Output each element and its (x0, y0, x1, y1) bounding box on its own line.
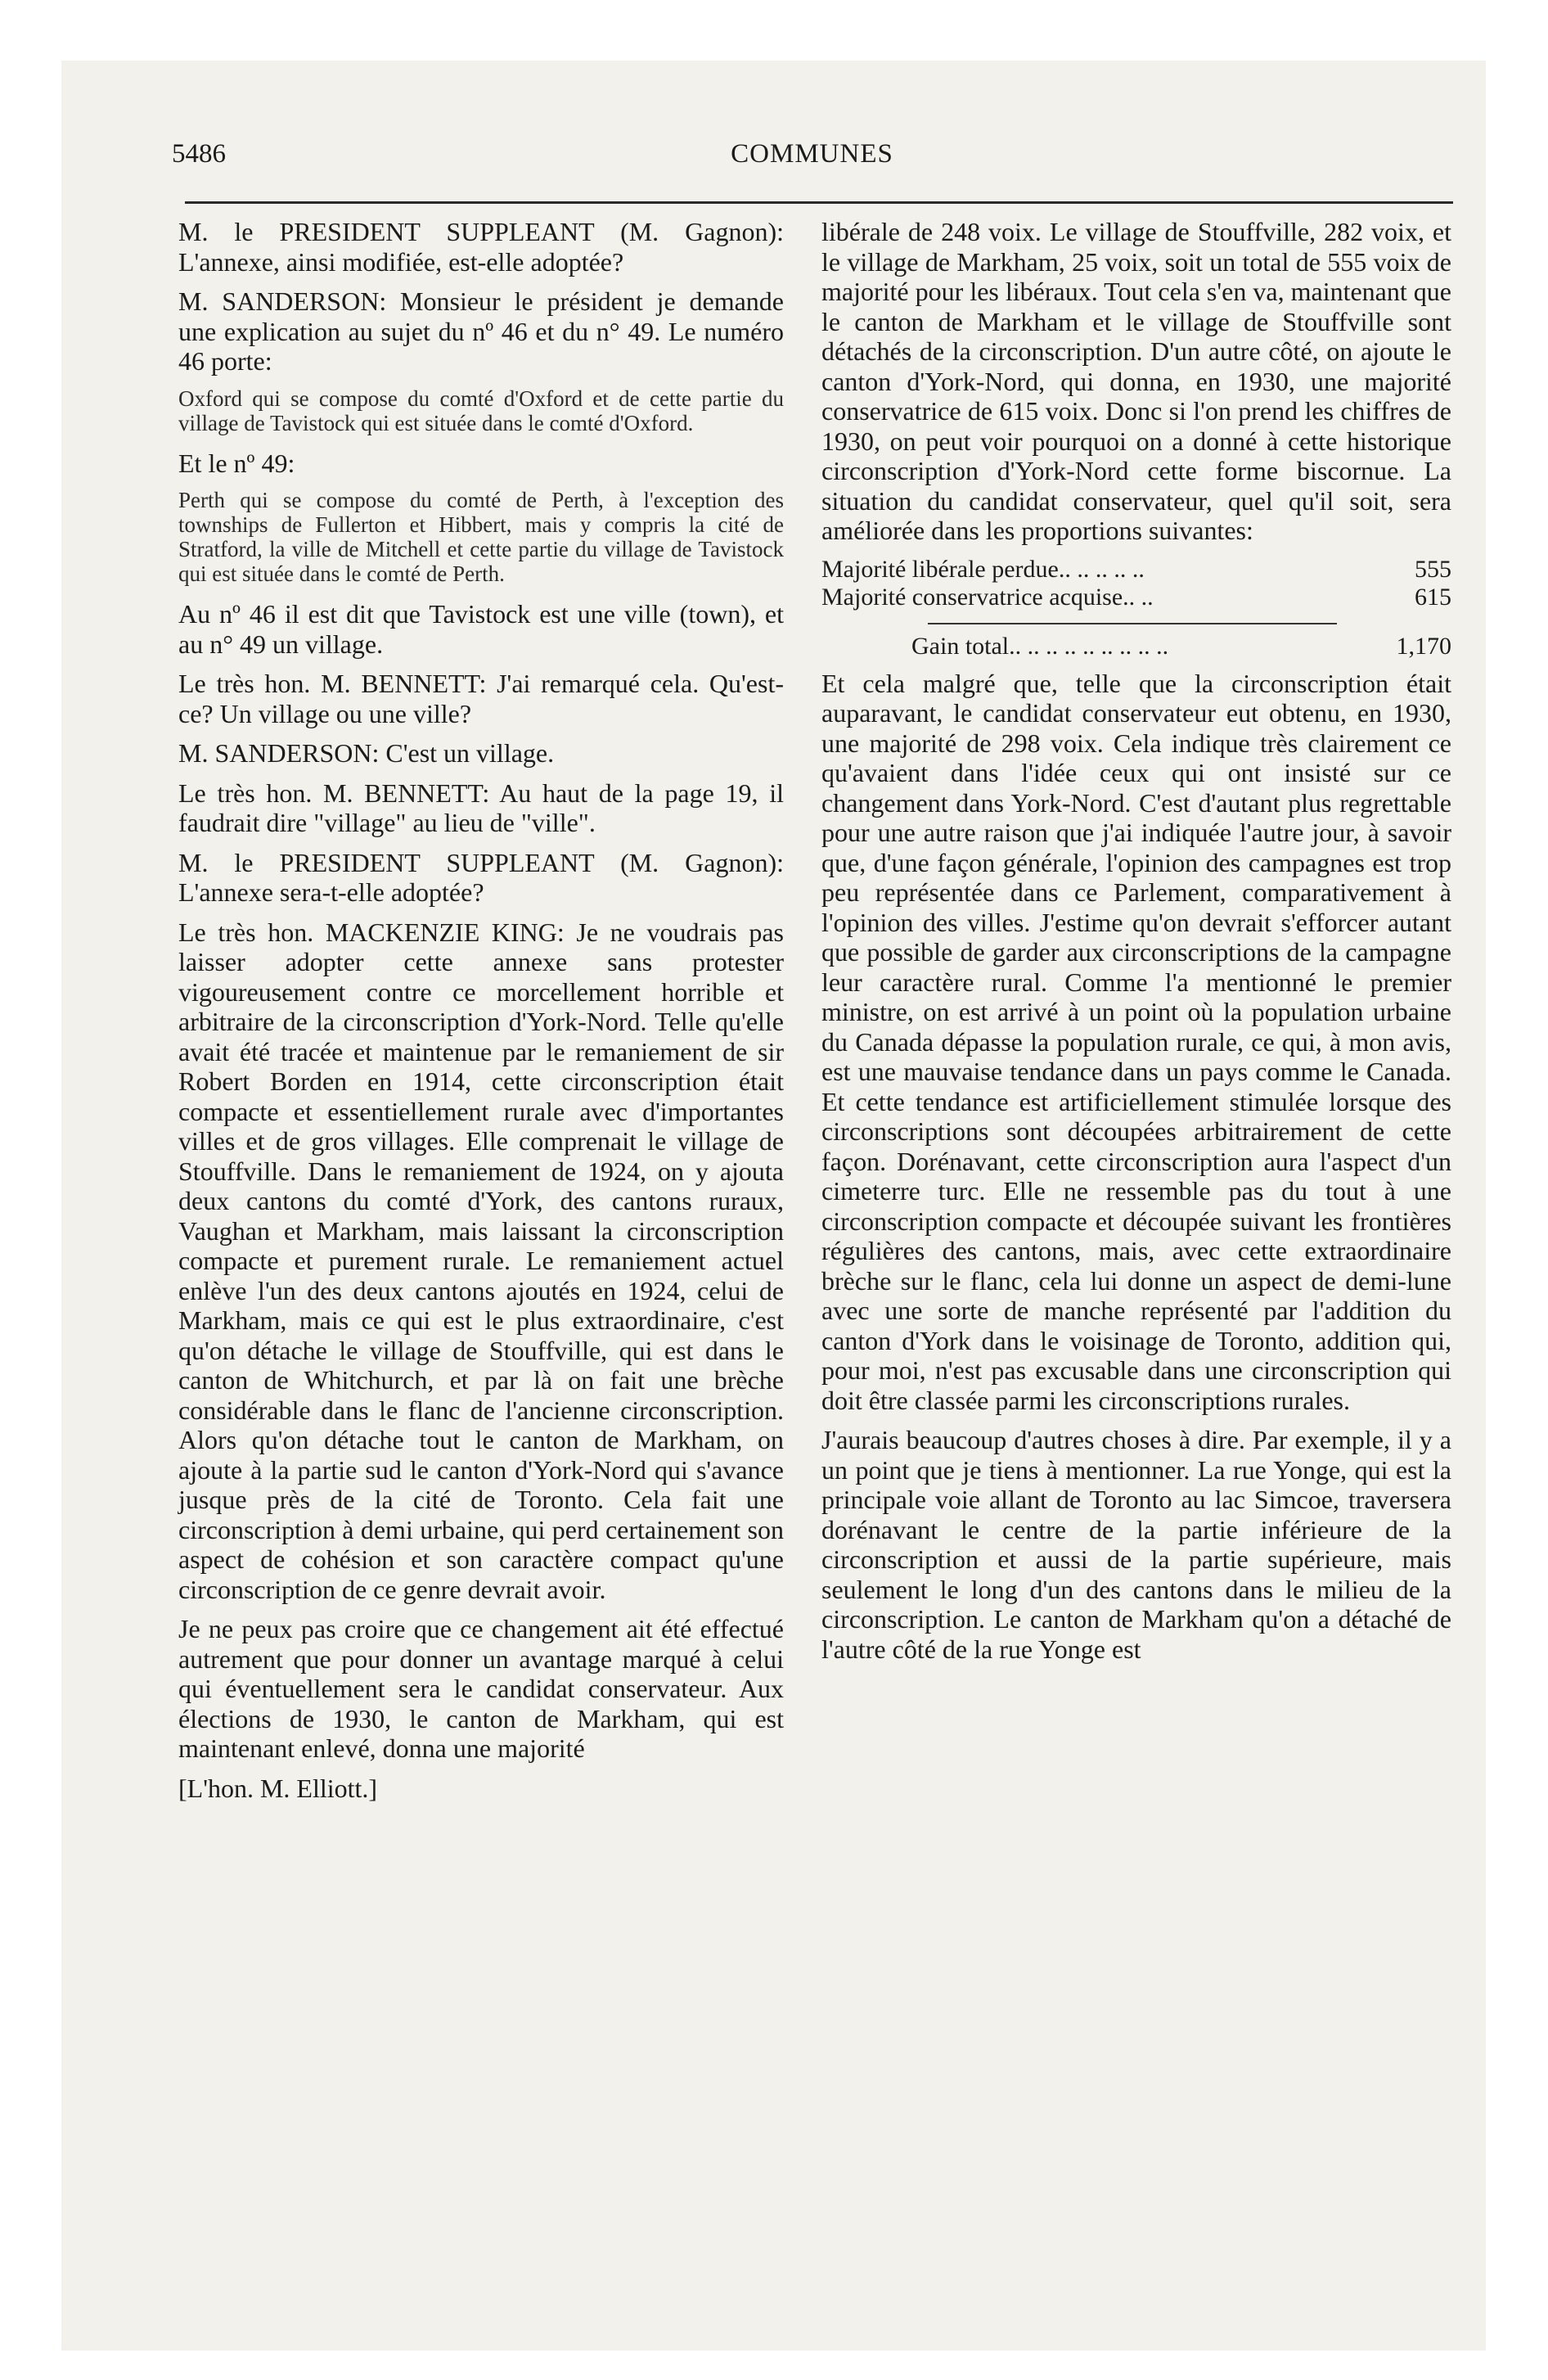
quoted-text: Perth qui se compose du comté de Perth, à l'exception des townships de Fullerton et Hibbert, mais y compris la cité de Stratford, la ville de Mitchell et cette partie du village de Tavistock qui est située dans le comté de Perth. (178, 488, 784, 586)
paragraph: Et le nº 49: (178, 448, 295, 478)
tally-value: 615 (1415, 583, 1451, 611)
paragraph: M. le PRESIDENT SUPPLEANT (M. Gagnon): L'annexe sera-t-elle adoptée? (178, 847, 784, 907)
paragraph: M. le PRESIDENT SUPPLEANT (M. Gagnon): L'annexe, ainsi modifiée, est-elle adoptée? (178, 217, 784, 277)
right-column (821, 217, 1451, 1674)
tally-row (821, 556, 1451, 584)
paragraph: M. SANDERSON: Monsieur le président je demande une explication au sujet du nº 46 et du n° 49. Le numéro 46 porte: (178, 286, 784, 376)
paragraph: libérale de 248 voix. Le village de Stouffville, 282 voix, et le village de Markham, 25 voix, soit un total de 555 voix de majorité pour les libéraux. Tout cela s'en va, maintenant que le canton de Markham et le village de Stouffville sont détachés de la circonscription. D'un autre côté, on ajoute le canton d'York-Nord, qui donna, en 1930, une majorité conservatrice de 615 voix. Donc si l'on prend les chiffres de 1930, on peut voir pourquoi on a donné à cette historique circonscription d'York-Nord cette forme biscornue. La situation du candidat conservateur, quel qu'il soit, sera améliorée dans les proportions suivantes: (821, 217, 1451, 545)
paragraph: Le très hon. M. BENNETT: Au haut de la page 19, il faudrait dire "village" au lieu de "ville". (178, 778, 784, 837)
tally-value: 555 (1415, 555, 1451, 583)
paragraph: Au nº 46 il est dit que Tavistock est une ville (town), et au n° 49 un village. (178, 599, 784, 659)
tally-total-value: 1,170 (1396, 632, 1451, 660)
paragraph: M. SANDERSON: C'est un village. (178, 738, 555, 768)
tally-total (911, 633, 1451, 660)
left-column (178, 217, 784, 1803)
speaker-reference: [L'hon. M. Elliott.] (178, 1773, 378, 1803)
tally-label: Majorité libérale perdue.. .. .. .. .. (821, 555, 1145, 583)
majority-tally (821, 556, 1451, 660)
paragraph: Le très hon. M. BENNETT: J'ai remarqué cela. Qu'est-ce? Un village ou une ville? (178, 669, 784, 728)
tally-total-label: Gain total.. .. .. .. .. .. .. .. .. (911, 632, 1169, 660)
paragraph: Et cela malgré que, telle que la circonscription était auparavant, le candidat conservateur eut obtenu, en 1930, une majorité de 298 voix. Cela indique très clairement ce qu'avaient dans l'idée ceux qui ont insisté sur ce changement dans York-Nord. C'est d'autant plus regrettable pour une autre raison que j'ai indiquée l'autre jour, à savoir que, d'une façon générale, l'opinion des campagnes est trop peu représentée dans ce Parlement, comparativement à l'opinion des villes. J'estime qu'on devrait s'efforcer autant que possible de garder aux circonscriptions de la campagne leur caractère rural. Comme l'a mentionné le premier ministre, on est arrivé à un point où la population urbaine du Canada dépasse la population rurale, ce qui, à mon avis, est une mauvaise tendance dans un pays comme le Canada. Et cette tendance est artificiellement stimulée lorsque des circonscriptions sont découpées arbitrairement de cette façon. Dorénavant, cette circonscription aura l'aspect d'un cimeterre turc. Elle ne ressemble pas du tout à une circonscription compacte et découpée suivant les frontières régulières des cantons, mais, avec cette extraordinaire brèche sur le flanc, cela lui donne un aspect de demi-lune avec une sorte de manche représenté par l'addition du canton d'York dans le voisinage de Toronto, addition qui, pour moi, n'est pas excusable dans une circonscription qui doit être classée parmi les circonscriptions rurales. (821, 668, 1451, 1415)
header-rule (185, 201, 1453, 204)
running-head: COMMUNES (731, 139, 893, 169)
tally-label: Majorité conservatrice acquise.. .. (821, 583, 1154, 611)
page-header (172, 139, 1452, 188)
paragraph: J'aurais beaucoup d'autres choses à dire. Par exemple, il y a un point que je tiens à mentionner. La rue Yonge, qui est la principale voie allant de Toronto au lac Simcoe, traversera dorénavant le centre de la partie inférieure de la circonscription et aussi de la partie supérieure, mais seulement le long d'un des cantons dans le milieu de la circonscription. Le canton de Markham qu'on a détaché de l'autre côté de la rue Yonge est (821, 1425, 1451, 1664)
paragraph: Le très hon. MACKENZIE KING: Je ne voudrais pas laisser adopter cette annexe sans protester vigoureusement contre ce morcellement horrible et arbitraire de la circonscription d'York-Nord. Telle qu'elle avait été tracée et maintenue par le remaniement de sir Robert Borden en 1914, cette circonscription était compacte et essentiellement rurale avec d'importantes villes et de gros villages. Elle comprenait le village de Stouffville. Dans le remaniement de 1924, on y ajouta deux cantons du comté d'York, des cantons ruraux, Vaughan et Markham, mais laissant la circonscription compacte et purement rurale. Le remaniement actuel enlève l'un des deux cantons ajoutés en 1924, celui de Markham, mais ce qui est le plus extraordinaire, c'est qu'on détache le village de Stouffville, qui est dans le canton de Whitchurch, et par là on fait une brèche considérable dans le flanc de l'ancienne circonscription. Alors qu'on détache tout le canton de Markham, on ajoute à la partie sud le canton d'York-Nord qui s'avance jusque près de la cité de Toronto. Cela fait une circonscription à demi urbaine, qui perd certainement son aspect de cohésion et son caractère compact qu'une circonscription de ce genre devrait avoir. (178, 917, 784, 1604)
quoted-text: Oxford qui se compose du comté d'Oxford et de cette partie du village de Tavistock qui est située dans le comté d'Oxford. (178, 385, 784, 435)
page-number: 5486 (172, 139, 226, 169)
tally-rule (928, 623, 1337, 624)
tally-row (821, 584, 1451, 611)
paragraph: Je ne peux pas croire que ce changement ait été effectué autrement que pour donner un avantage marqué à celui qui éventuellement sera le candidat conservateur. Aux élections de 1930, le canton de Markham, qui est maintenant enlevé, donna une majorité (178, 1614, 784, 1763)
